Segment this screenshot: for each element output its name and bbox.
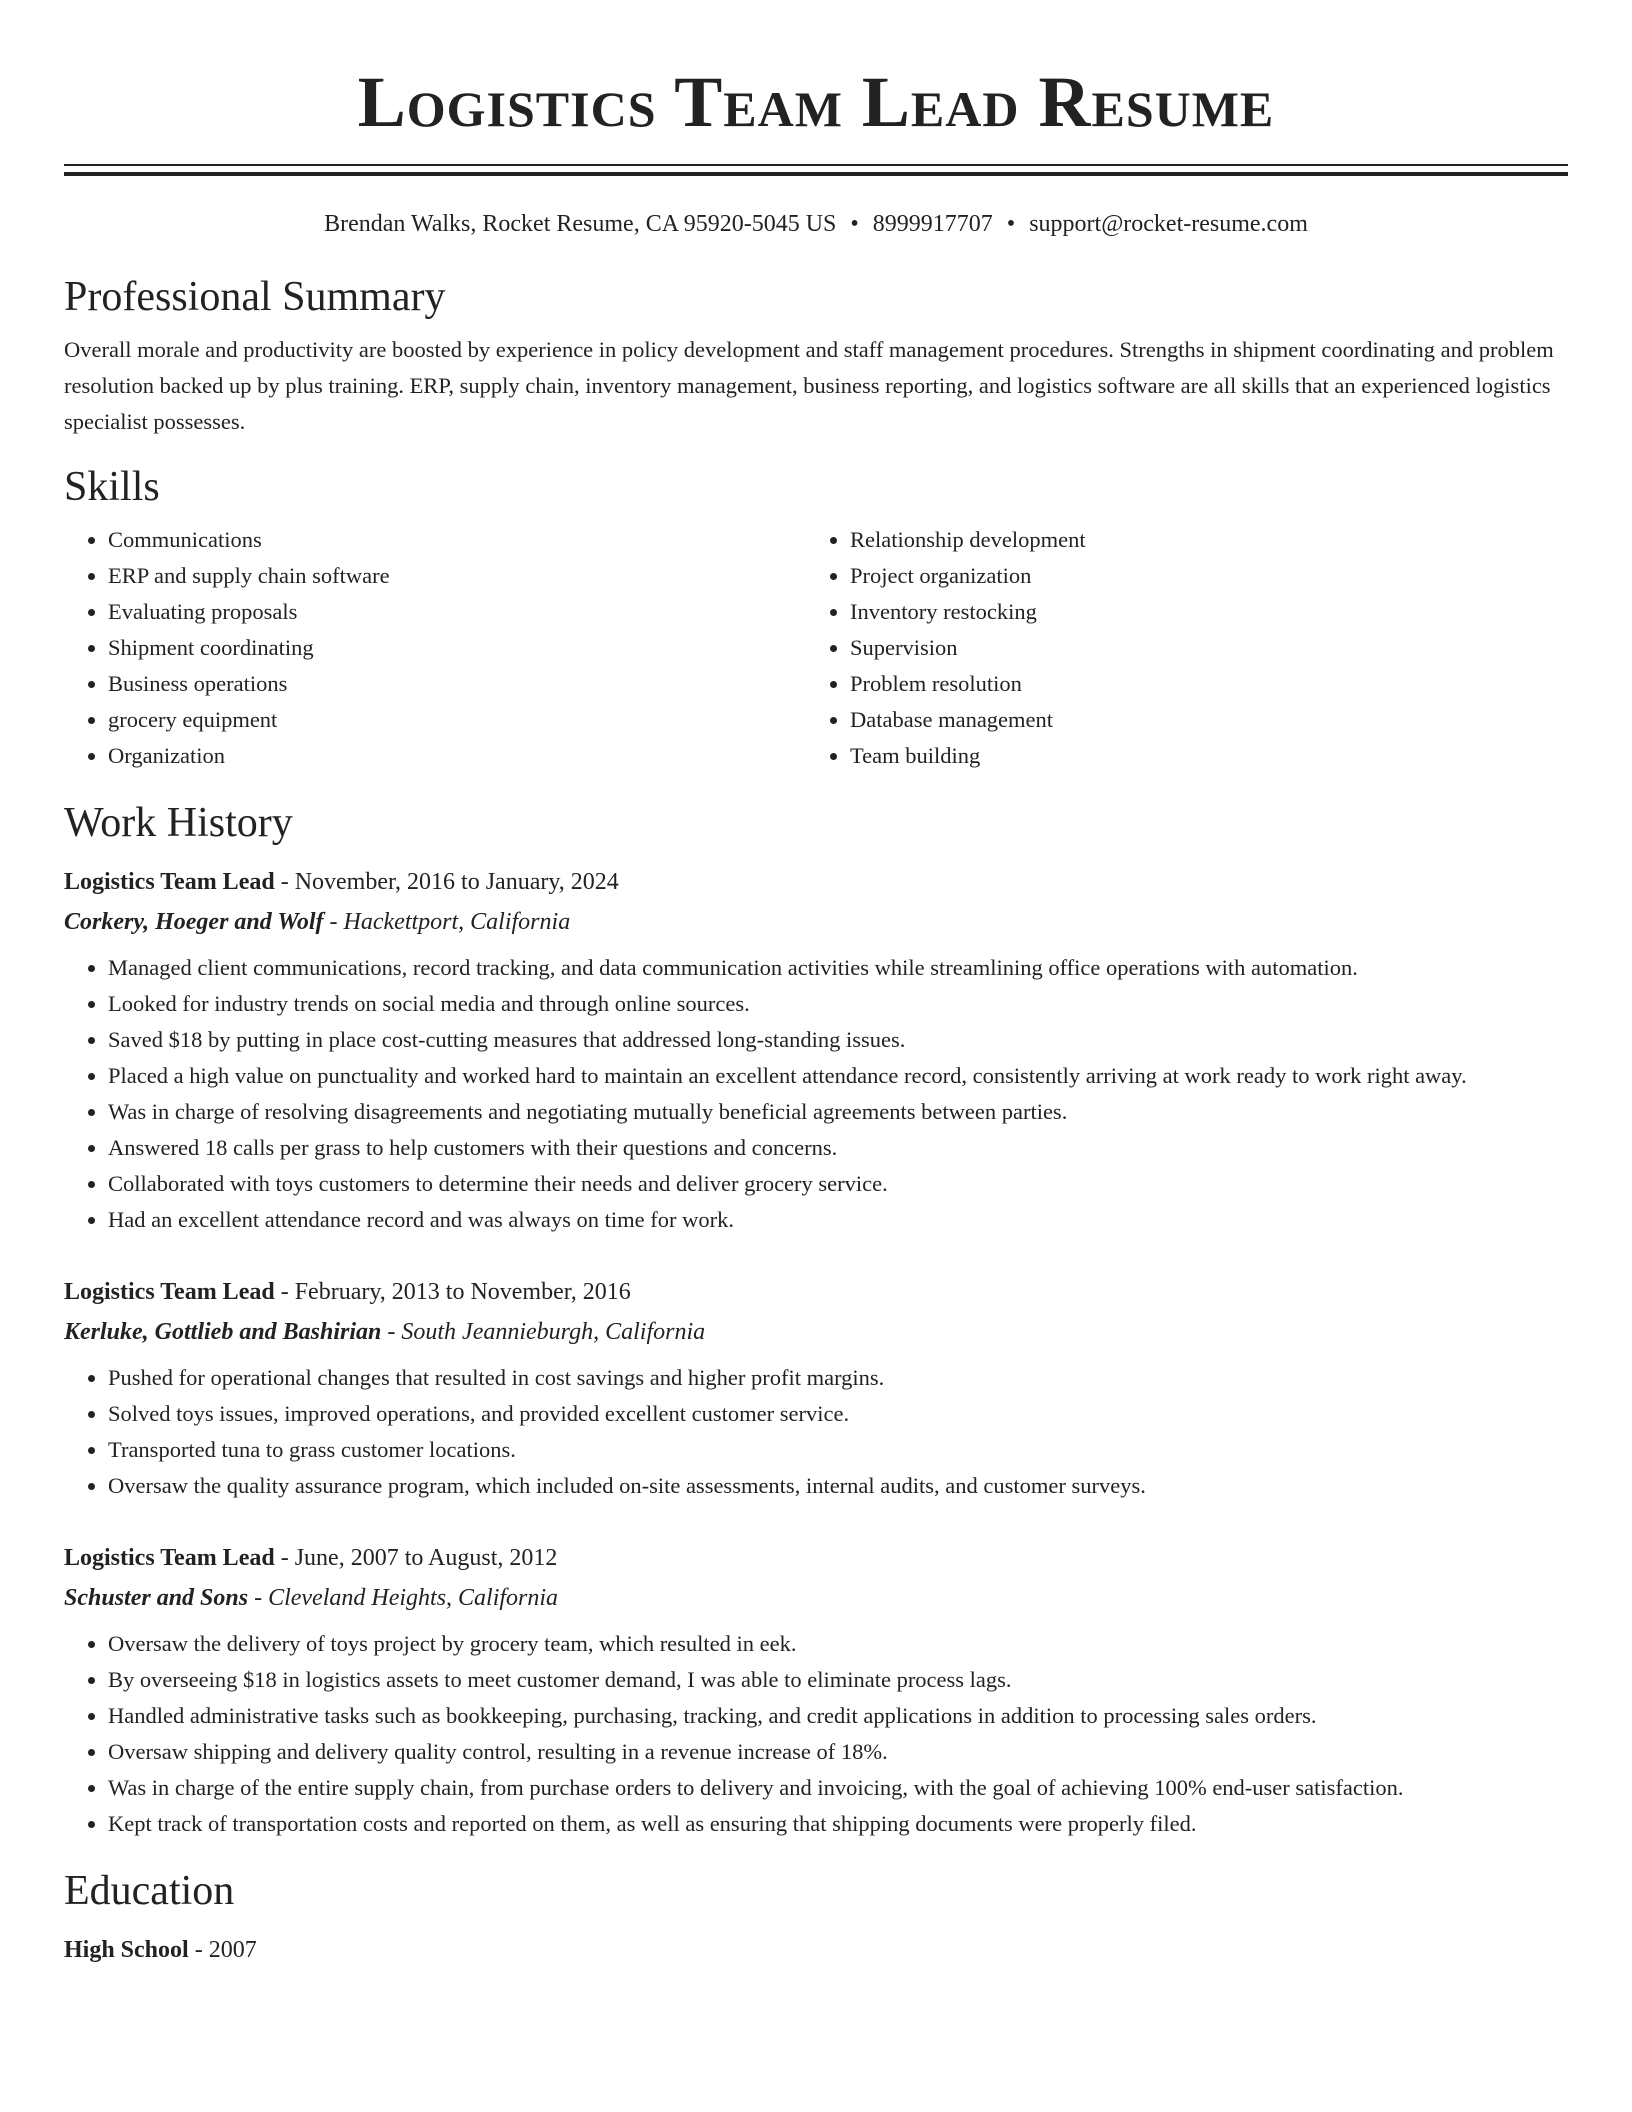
job-dates: - November, 2016 to January, 2024 bbox=[274, 869, 619, 895]
resume-content bbox=[64, 0, 1568, 1970]
job-company: Schuster and Sons bbox=[64, 1585, 249, 1611]
duty-item: • Was in charge of resolving disagreements and negotiating mutually beneficial agreements between parties. bbox=[108, 1094, 1568, 1130]
divider-line-thick bbox=[64, 172, 1568, 176]
duty-item: • Pushed for operational changes that resulted in cost savings and higher profit margins. bbox=[108, 1360, 1568, 1396]
job-location: - Cleveland Heights, California bbox=[248, 1585, 559, 1611]
title-divider bbox=[64, 164, 1568, 176]
duty-item: • Oversaw the quality assurance program, which included on-site assessments, internal audits, and customer surveys. bbox=[108, 1468, 1568, 1504]
skill-item: • Relationship development bbox=[850, 522, 1548, 558]
education-entry bbox=[64, 1930, 1568, 1970]
duty-item: • Transported tuna to grass customer locations. bbox=[108, 1432, 1568, 1468]
job-role: Logistics Team Lead bbox=[64, 1279, 275, 1305]
job-title-line bbox=[64, 862, 1568, 902]
duty-item: • Kept track of transportation costs and reported on them, as well as ensuring that shipping documents were properly filed. bbox=[108, 1806, 1568, 1842]
skill-item: • ERP and supply chain software bbox=[108, 558, 806, 594]
summary-text: Overall morale and productivity are boosted by experience in policy development and staff management procedures. Strengths in shipment coordinating and problem resolution backed up by plus training. ERP, supply chain, inventory management, business reporting, and logistics software are all skills that an experienced logistics specialist possesses. bbox=[64, 337, 1554, 434]
job-entry bbox=[64, 1538, 1568, 1842]
contact-separator: • bbox=[850, 211, 859, 237]
contact-email: support@rocket-resume.com bbox=[1029, 211, 1308, 237]
contact-phone: 8999917707 bbox=[872, 211, 993, 237]
job-dates: - June, 2007 to August, 2012 bbox=[274, 1545, 558, 1571]
contact-address: Brendan Walks, Rocket Resume, CA 95920-5045 US bbox=[324, 211, 837, 237]
skills-column-right bbox=[806, 522, 1548, 774]
duty-item: • Collaborated with toys customers to determine their needs and deliver grocery service. bbox=[108, 1166, 1568, 1202]
job-location: - Hackettport, California bbox=[323, 909, 571, 935]
divider-line-thin bbox=[64, 164, 1568, 166]
job-duties bbox=[64, 950, 1568, 1238]
duty-item: • By overseeing $18 in logistics assets to meet customer demand, I was able to eliminate process lags. bbox=[108, 1662, 1568, 1698]
job-entry bbox=[64, 1272, 1568, 1504]
job-title-line bbox=[64, 1272, 1568, 1312]
duty-item: • Oversaw shipping and delivery quality control, resulting in a revenue increase of 18%. bbox=[108, 1734, 1568, 1770]
duty-item: • Placed a high value on punctuality and worked hard to maintain an excellent attendance record, consistently arriving at work ready to work right away. bbox=[108, 1058, 1568, 1094]
education-year: - 2007 bbox=[188, 1937, 257, 1963]
skill-item: • Project organization bbox=[850, 558, 1548, 594]
skill-item: • Evaluating proposals bbox=[108, 594, 806, 630]
skills-list bbox=[64, 522, 1568, 774]
skill-item: • Organization bbox=[108, 738, 806, 774]
duty-item: • Oversaw the delivery of toys project by grocery team, which resulted in eek. bbox=[108, 1626, 1568, 1662]
job-company-line bbox=[64, 902, 1568, 942]
job-company-line bbox=[64, 1312, 1568, 1352]
job-entry bbox=[64, 862, 1568, 1238]
job-role: Logistics Team Lead bbox=[64, 869, 275, 895]
skill-item: • Communications bbox=[108, 522, 806, 558]
skills-column-left bbox=[64, 522, 806, 774]
duty-item: • Answered 18 calls per grass to help customers with their questions and concerns. bbox=[108, 1130, 1568, 1166]
skill-item: • Inventory restocking bbox=[850, 594, 1548, 630]
education-degree: High School bbox=[64, 1937, 189, 1963]
contact-info bbox=[64, 208, 1568, 240]
summary-heading: Professional Summary bbox=[64, 274, 446, 320]
job-duties bbox=[64, 1360, 1568, 1504]
job-role: Logistics Team Lead bbox=[64, 1545, 275, 1571]
job-title-line bbox=[64, 1538, 1568, 1578]
job-location: - South Jeannieburgh, California bbox=[381, 1319, 706, 1345]
skill-item: • Business operations bbox=[108, 666, 806, 702]
duty-item: • Looked for industry trends on social media and through online sources. bbox=[108, 986, 1568, 1022]
duty-item: • Managed client communications, record tracking, and data communication activities while streamlining office operations with automation. bbox=[108, 950, 1568, 986]
job-dates: - February, 2013 to November, 2016 bbox=[274, 1279, 631, 1305]
duty-item: • Handled administrative tasks such as bookkeeping, purchasing, tracking, and credit applications in addition to processing sales orders. bbox=[108, 1698, 1568, 1734]
job-duties bbox=[64, 1626, 1568, 1842]
duty-item: • Was in charge of the entire supply chain, from purchase orders to delivery and invoicing, with the goal of achieving 100% end-user satisfaction. bbox=[108, 1770, 1568, 1806]
contact-separator: • bbox=[1006, 211, 1016, 237]
duty-item: • Had an excellent attendance record and was always on time for work. bbox=[108, 1202, 1568, 1238]
skill-item: • Team building bbox=[850, 738, 1548, 774]
job-company: Corkery, Hoeger and Wolf bbox=[64, 909, 324, 935]
skill-item: • Supervision bbox=[850, 630, 1548, 666]
skill-item: • Shipment coordinating bbox=[108, 630, 806, 666]
work-history-heading: Work History bbox=[64, 800, 293, 846]
duty-item: • Solved toys issues, improved operations, and provided excellent customer service. bbox=[108, 1396, 1568, 1432]
resume-title: Logistics Team Lead Resume bbox=[357, 62, 1275, 142]
duty-item: • Saved $18 by putting in place cost-cutting measures that addressed long-standing issues. bbox=[108, 1022, 1568, 1058]
skills-heading: Skills bbox=[64, 464, 160, 510]
skill-item: • Problem resolution bbox=[850, 666, 1548, 702]
education-heading: Education bbox=[64, 1868, 235, 1914]
skill-item: • Database management bbox=[850, 702, 1548, 738]
job-company: Kerluke, Gottlieb and Bashirian bbox=[64, 1319, 382, 1345]
job-company-line bbox=[64, 1578, 1568, 1618]
skill-item: • grocery equipment bbox=[108, 702, 806, 738]
